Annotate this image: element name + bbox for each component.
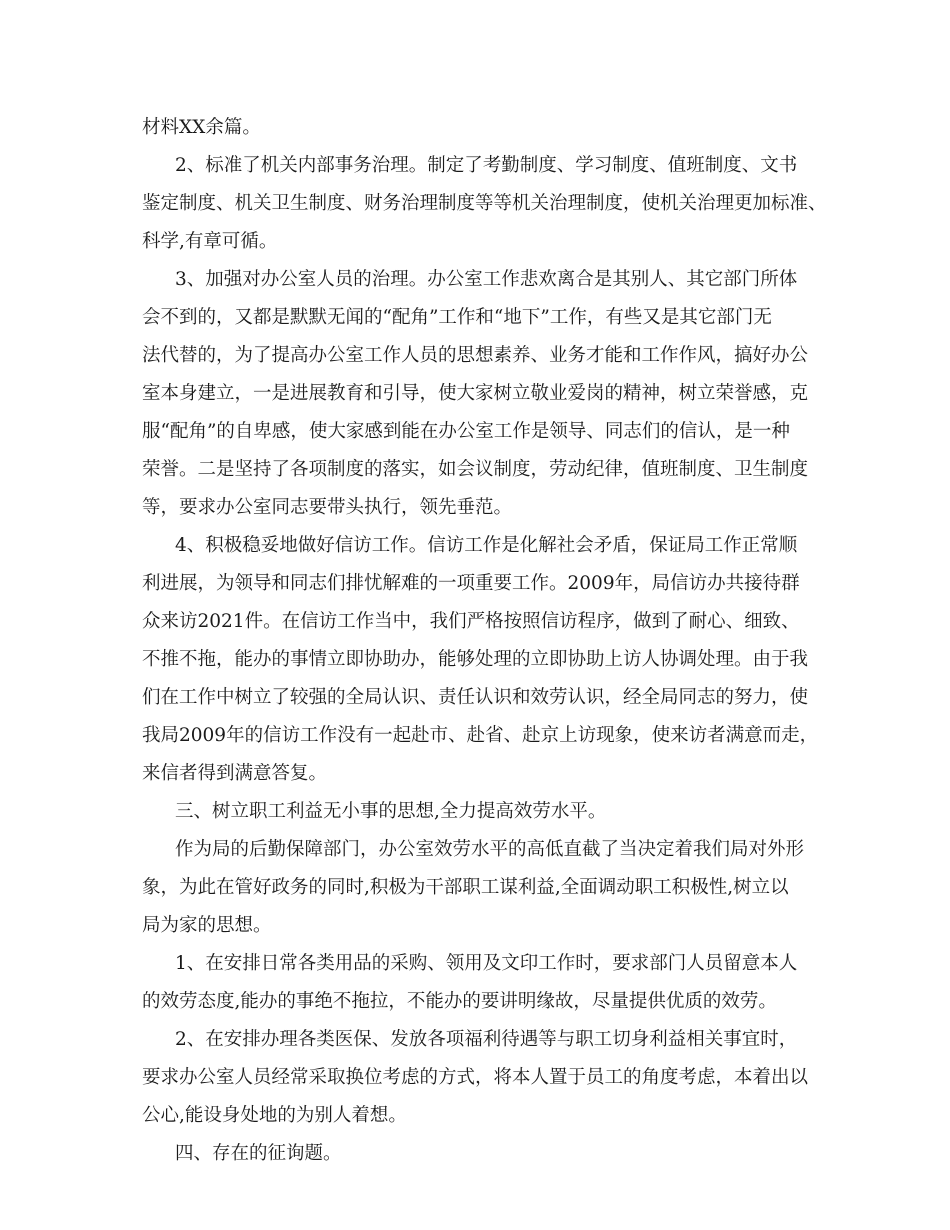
text-line: 来信者得到满意答复。 [142,763,328,784]
text-line: 要求办公室人员经常采取换位考虑的方式，将本人置于员工的角度考虑，本着出以 [142,1067,809,1088]
text-line: 会不到的，又都是默默无闻的“配角”工作和“地下”工作，有些又是其它部门无 [142,307,772,328]
paragraph-start: 2、在安排办理各类医保、发放各项福利待遇等与职工切身利益相关事宜时， [175,1029,798,1050]
paragraph-start: 1、在安排日常各类用品的采购、领用及文印工作时，要求部门人员留意本人 [175,953,798,974]
paragraph-start: 作为局的后勤保障部门，办公室效劳水平的高低直截了当决定着我们局对外形 [175,839,805,860]
text-line: 局为家的思想。 [142,915,272,936]
text-line: 的效劳态度,能办的事绝不拖拉，不能办的要讲明缘故，尽量提供优质的效劳。 [142,991,777,1012]
paragraph-start: 4、积极稳妥地做好信访工作。信访工作是化解社会矛盾，保证局工作正常顺 [175,535,798,556]
text-line: 鉴定制度、机关卫生制度、财务治理制度等等机关治理制度，使机关治理更加标准、 [142,193,827,214]
section-heading: 三、树立职工利益无小事的思想,全力提高效劳水平。 [175,801,607,822]
text-line: 公心,能设身处地的为别人着想。 [142,1105,407,1126]
text-line: 象，为此在管好政务的同时,积极为干部职工谋利益,全面调动职工积极性,树立以 [142,877,789,898]
text-line: 利进展，为领导和同志们排忧解难的一项重要工作。2009年，局信访办共接待群 [142,573,800,594]
text-line: 我局2009年的信访工作没有一起赴市、赴省、赴京上访现象，使来访者满意而走， [142,725,819,746]
text-line: 众来访2021件。在信访工作当中，我们严格按照信访程序，做到了耐心、细致、 [142,611,800,632]
text-line: 等，要求办公室同志要带头执行，领先垂范。 [142,497,513,518]
text-line: 材料XX余篇。 [142,117,261,138]
text-line: 服“配角”的自卑感，使大家感到能在办公室工作是领导、同志们的信认，是一种 [142,421,790,442]
text-line: 室本身建立，一是进展教育和引导，使大家树立敬业爱岗的精神，树立荣誉感，克 [142,383,809,404]
text-line: 荣誉。二是坚持了各项制度的落实，如会议制度，劳动纪律，值班制度、卫生制度 [142,459,809,480]
paragraph-start: 2、标准了机关内部事务治理。制定了考勤制度、学习制度、值班制度、文书 [175,155,798,176]
text-line: 不推不拖，能办的事情立即协助办，能够处理的立即协助上访人协调处理。由于我 [142,649,809,670]
text-line: 法代替的，为了提高办公室工作人员的思想素养、业务才能和工作作风，搞好办公 [142,345,809,366]
text-line: 们在工作中树立了较强的全局认识、责任认识和效劳认识，经全局同志的努力，使 [142,687,809,708]
section-heading: 四、存在的征询题。 [175,1143,342,1164]
paragraph-start: 3、加强对办公室人员的治理。办公室工作悲欢离合是其别人、其它部门所体 [175,269,798,290]
text-line: 科学,有章可循。 [142,231,278,252]
